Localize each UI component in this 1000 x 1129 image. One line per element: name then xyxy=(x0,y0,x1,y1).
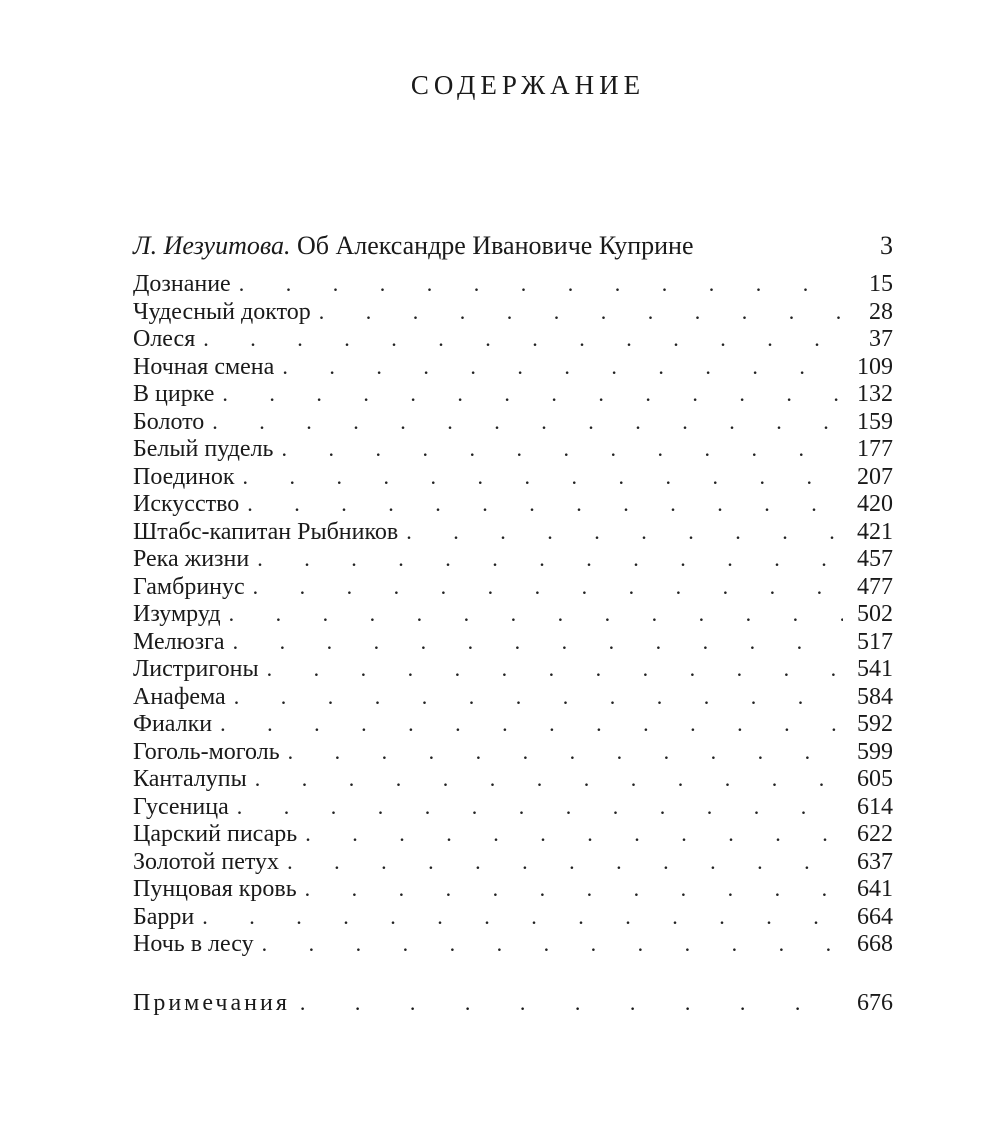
toc-entry-title: Дознание xyxy=(133,271,239,298)
toc-entry-title: Царский писарь xyxy=(133,821,305,848)
intro-author: Л. Иезуитова. xyxy=(133,231,291,260)
toc-entry xyxy=(133,930,893,958)
toc-entry xyxy=(133,298,893,326)
toc-entry xyxy=(133,325,893,353)
dot-leader xyxy=(287,848,843,876)
toc-entry xyxy=(133,793,893,821)
toc-entry-page-number: 132 xyxy=(843,381,893,408)
toc-entry xyxy=(133,380,893,408)
dot-leader xyxy=(222,380,843,408)
dot-leader xyxy=(234,683,843,711)
toc-entry-page-number: 477 xyxy=(843,574,893,601)
toc-entry-title: В цирке xyxy=(133,381,222,408)
toc-entry-title: Гоголь-моголь xyxy=(133,739,288,766)
toc-entry xyxy=(133,353,893,381)
toc-entry-page-number: 177 xyxy=(843,436,893,463)
dot-leader xyxy=(243,463,843,491)
toc-entry xyxy=(133,738,893,766)
toc-entry-page-number: 605 xyxy=(843,766,893,793)
toc-entry xyxy=(133,848,893,876)
toc-notes-entry xyxy=(133,985,893,1021)
dot-leader xyxy=(212,408,843,436)
intro-title: Об Александре Ивановиче Куприне xyxy=(296,231,694,260)
dot-leader xyxy=(247,490,843,518)
toc-entry-title: Ночь в лесу xyxy=(133,931,262,958)
toc-entry-title: Гусеница xyxy=(133,794,237,821)
toc-entry-title: Гамбринус xyxy=(133,574,253,601)
toc-entry-title: Листригоны xyxy=(133,656,267,683)
toc-entry-title: Изумруд xyxy=(133,601,229,628)
dot-leader xyxy=(237,793,843,821)
intro-page-number: 3 xyxy=(880,231,893,260)
toc-entry-page-number: 614 xyxy=(843,794,893,821)
dot-leader xyxy=(229,600,843,628)
dot-leader xyxy=(253,573,843,601)
toc-entry-page-number: 37 xyxy=(843,326,893,353)
dot-leader xyxy=(239,270,843,298)
toc-list xyxy=(133,270,893,958)
toc-entry-page-number: 207 xyxy=(843,464,893,491)
toc-entry-title: Белый пудель xyxy=(133,436,282,463)
page-title: СОДЕРЖАНИЕ xyxy=(410,70,646,100)
toc-entry-title: Золотой петух xyxy=(133,849,287,876)
toc-entry-page-number: 668 xyxy=(843,931,893,958)
toc-entry xyxy=(133,628,893,656)
toc-entry-title: Чудесный доктор xyxy=(133,299,319,326)
toc-entry-page-number: 457 xyxy=(843,546,893,573)
toc-entry-page-number: 109 xyxy=(843,354,893,381)
toc-entry-title: Река жизни xyxy=(133,546,257,573)
toc-entry-title: Анафема xyxy=(133,684,234,711)
toc-entry-title: Фиалки xyxy=(133,711,220,738)
dot-leader xyxy=(406,518,843,546)
toc-entry-page-number: 584 xyxy=(843,684,893,711)
dot-leader xyxy=(202,903,843,931)
toc-entry-page-number: 420 xyxy=(843,491,893,518)
toc-entry-title: Ночная смена xyxy=(133,354,282,381)
toc-entry-title: Поединок xyxy=(133,464,243,491)
toc-entry xyxy=(133,463,893,491)
toc-entry xyxy=(133,490,893,518)
toc-intro-entry xyxy=(133,228,893,264)
dot-leader xyxy=(257,545,843,573)
toc-entry-title: Барри xyxy=(133,904,202,931)
notes-title: Примечания xyxy=(133,990,290,1016)
toc-entry-page-number: 517 xyxy=(843,629,893,656)
dot-leader xyxy=(255,765,843,793)
toc-entry-title: Искусство xyxy=(133,491,247,518)
dot-leader xyxy=(267,655,843,683)
toc-entry-page-number: 15 xyxy=(843,271,893,298)
toc-entry-title: Мелюзга xyxy=(133,629,233,656)
toc-entry xyxy=(133,683,893,711)
toc-entry xyxy=(133,518,893,546)
toc-entry-page-number: 622 xyxy=(843,821,893,848)
toc-entry xyxy=(133,435,893,463)
toc-entry xyxy=(133,875,893,903)
dot-leader xyxy=(300,985,851,1021)
toc-entry-page-number: 421 xyxy=(843,519,893,546)
toc-entry-page-number: 28 xyxy=(843,299,893,326)
toc-entry xyxy=(133,710,893,738)
dot-leader xyxy=(319,298,843,326)
toc-entry-page-number: 159 xyxy=(843,409,893,436)
toc-entry-title: Канталупы xyxy=(133,766,255,793)
toc-entry-page-number: 599 xyxy=(843,739,893,766)
dot-leader xyxy=(262,930,843,958)
dot-leader xyxy=(282,435,844,463)
toc-entry-page-number: 664 xyxy=(843,904,893,931)
toc-entry xyxy=(133,600,893,628)
toc-entry-title: Болото xyxy=(133,409,212,436)
toc-entry-page-number: 637 xyxy=(843,849,893,876)
dot-leader xyxy=(305,875,843,903)
dot-leader xyxy=(282,353,843,381)
toc-entry-title: Пунцовая кровь xyxy=(133,876,305,903)
notes-page-number: 676 xyxy=(857,990,893,1016)
toc-entry-title: Штабс-капитан Рыбников xyxy=(133,519,406,546)
dot-leader xyxy=(203,325,843,353)
toc-entry-page-number: 592 xyxy=(843,711,893,738)
toc-entry xyxy=(133,573,893,601)
toc-entry xyxy=(133,903,893,931)
toc-entry xyxy=(133,270,893,298)
toc-entry-page-number: 641 xyxy=(843,876,893,903)
dot-leader xyxy=(233,628,843,656)
toc-entry xyxy=(133,545,893,573)
toc-entry-title: Олеся xyxy=(133,326,203,353)
dot-leader xyxy=(220,710,843,738)
toc-entry xyxy=(133,765,893,793)
dot-leader xyxy=(305,820,843,848)
toc-entry xyxy=(133,820,893,848)
toc-entry xyxy=(133,655,893,683)
toc-entry xyxy=(133,408,893,436)
toc-entry-page-number: 502 xyxy=(843,601,893,628)
toc-entry-page-number: 541 xyxy=(843,656,893,683)
dot-leader xyxy=(288,738,843,766)
